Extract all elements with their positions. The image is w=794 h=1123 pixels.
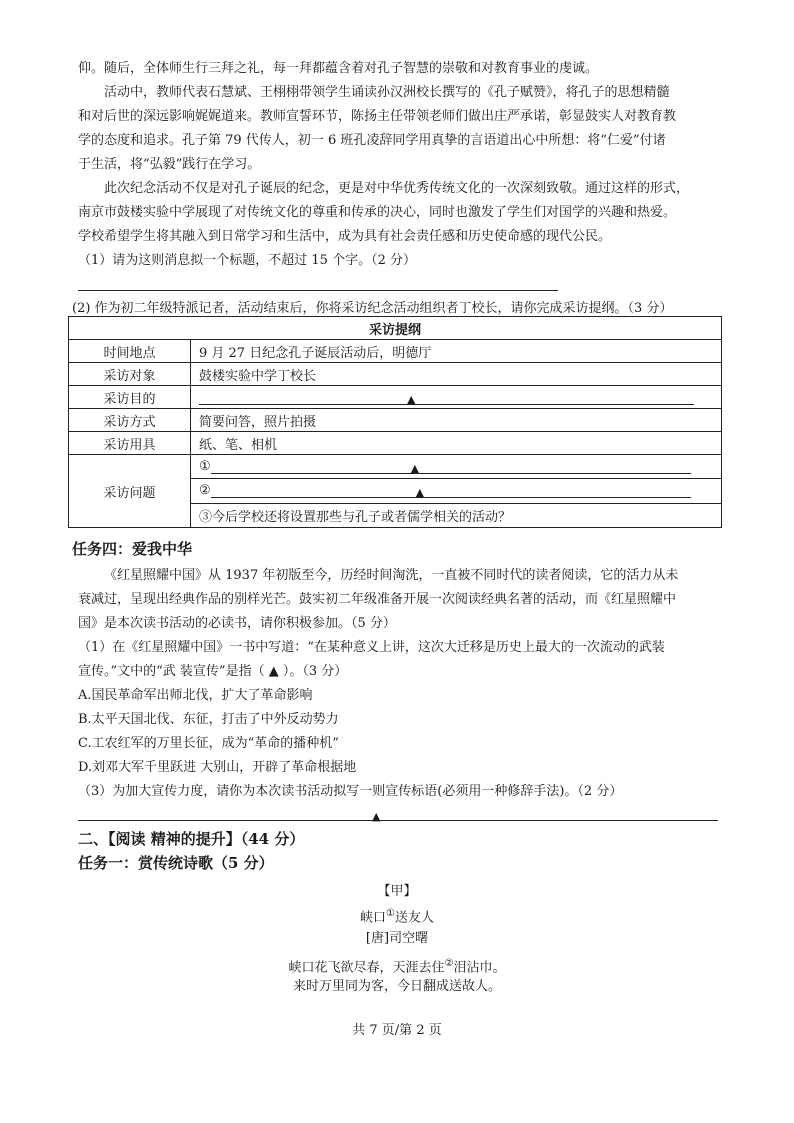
blank-triangle: ▲ (410, 462, 420, 476)
blank-triangle: ▲ (415, 486, 425, 500)
row-value: 纸、笔、相机 (191, 432, 722, 455)
option-a[interactable]: A.国民革命军出师北伐，扩大了革命影响 (78, 688, 313, 703)
poem-tag: 【甲】 (377, 884, 417, 899)
question-cell[interactable] (191, 479, 722, 503)
question-1: （1）请为这则消息拟一个标题，不超过 15 个字。（2 分） (78, 253, 416, 268)
question-cell[interactable] (191, 455, 722, 479)
intro-line: 南京市鼓楼实验中学展现了对传统文化的尊重和传承的决心，同时也激发了学生们对国学的兴趣和热爱。 (78, 205, 677, 220)
answer-line[interactable] (78, 290, 558, 291)
table-row (69, 386, 722, 409)
row-value: ③今后学校还将设置那些与孔子或者儒学相关的活动？ (191, 503, 722, 527)
page-footer: 共 7 页/第 2 页 (352, 1023, 442, 1038)
table-row (69, 432, 722, 455)
row-label: 时间地点 (69, 340, 191, 363)
poem-title-text: 送友人 (394, 910, 434, 926)
question-blank[interactable] (211, 483, 691, 498)
row-value: 9 月 27 日纪念孔子诞辰活动后，明德厅 (191, 340, 722, 363)
task4-question-3: （3）为加大宣传力度，请你为本次读书活动拟写一则宣传标语(必须用一种修辞手法)。（2 分） (78, 784, 623, 799)
purpose-blank[interactable] (199, 390, 694, 405)
footnote-mark: ① (386, 908, 395, 919)
option-c[interactable]: C.工农红军的万里长征，成为“革命的播种机” (78, 736, 339, 751)
intro-line: 和对后世的深远影响娓娓道来。教师宣誓环节，陈扬主任带领老师们做出庄严承诺，彰显鼓实人对教育教 (78, 109, 677, 124)
intro-line: 此次纪念活动不仅是对孔子诞辰的纪念，更是对中华优秀传统文化的一次深刻致敬。通过这样的形式， (104, 181, 690, 196)
task4-paragraph: 衰减过，呈现出经典作品的别样光芒。鼓实初二年级准备开展一次阅读经典名著的活动，而《红星照耀中 (78, 592, 677, 607)
intro-line: 于生活，将“弘毅”践行在学习。 (78, 157, 261, 172)
interview-outline-table (68, 316, 722, 528)
poem-line-text: 泪沾巾。 (453, 960, 506, 976)
option-b[interactable]: B.太平天国北伐、东征，打击了中外反动势力 (78, 712, 339, 727)
option-d[interactable]: D.刘邓大军千里跃进 大别山，开辟了革命根据地 (78, 760, 357, 775)
task4-paragraph: 国》是本次读书活动的必读书，请你积极参加。（5 分） (78, 616, 396, 631)
blank-triangle: ▲ (372, 810, 381, 823)
row-label: 采访方式 (69, 409, 191, 432)
row-label: 采访目的 (69, 386, 191, 409)
row-label: 采访用具 (69, 432, 191, 455)
question-number: ① (199, 459, 211, 475)
blank-triangle: ▲ (407, 392, 416, 406)
task4-title: 任务四：爱我中华 (72, 540, 193, 558)
row-value: 鼓楼实验中学丁校长 (191, 363, 722, 386)
question-number: ② (199, 483, 211, 499)
poem-title-text: 峡口 (360, 910, 387, 926)
poem-line: 来时万里同为客，今日翻成送故人。 (292, 979, 501, 994)
question-2: (2) 作为初二年级特派记者，活动结束后，你将采访纪念活动组织者丁校长，请你完成采访提纲。（3 分） (72, 301, 673, 316)
table-title: 采访提纲 (69, 317, 722, 340)
row-label: 采访问题 (69, 455, 191, 528)
table-row (69, 363, 722, 386)
table-header-row (69, 317, 722, 340)
footnote-mark: ② (444, 958, 454, 969)
slogan-answer-line[interactable] (78, 820, 718, 821)
intro-line: 仰。随后，全体师生行三拜之礼，每一拜都蕴含着对孔子智慧的崇敬和对教育事业的虔诚。 (78, 61, 599, 76)
row-value: 简要问答，照片拍摄 (191, 409, 722, 432)
question-blank[interactable] (211, 459, 691, 474)
poem-author: [唐]司空曙 (365, 931, 429, 946)
poem-title (0, 905, 794, 927)
table-row (69, 409, 722, 432)
intro-line: 学的态度和追求。孔子第 79 代传人，初一 6 班孔凌辞同学用真挚的言语道出心中所想：将“仁爱”付诸 (78, 133, 666, 148)
intro-line: 学校希望学生将其融入到日常学习和生活中，成为具有社会责任感和历史使命感的现代公民。 (78, 229, 612, 244)
task4-question-1: （1）在《红星照耀中国》一书中写道：“在某种意义上讲，这次大迁移是历史上最大的一次流动的武装 (78, 640, 665, 655)
section2-task1: 任务一：赏传统诗歌（5 分） (78, 854, 274, 872)
purpose-answer-cell[interactable] (191, 386, 722, 409)
row-label: 采访对象 (69, 363, 191, 386)
poem-line-text: 峡口花飞欲尽春，天涯去住 (288, 960, 445, 976)
poem-line (0, 955, 794, 977)
section2-title: 二、【阅读 精神的提升】（44 分） (78, 830, 305, 848)
task4-paragraph: 《红星照耀中国》从 1937 年初版至今，历经时间淘洗，一直被不同时代的读者阅读，它的活力从未 (104, 568, 679, 583)
intro-line: 活动中，教师代表石慧斌、王栩栩带领学生诵读孙汉洲校长撰写的《孔子赋赞》，将孔子的思想精髓 (104, 85, 670, 100)
table-row (69, 455, 722, 479)
table-row (69, 340, 722, 363)
task4-question-1: 宣传。”文中的“武 装宣传”是指（ ▲ ）。（3 分） (78, 664, 348, 679)
